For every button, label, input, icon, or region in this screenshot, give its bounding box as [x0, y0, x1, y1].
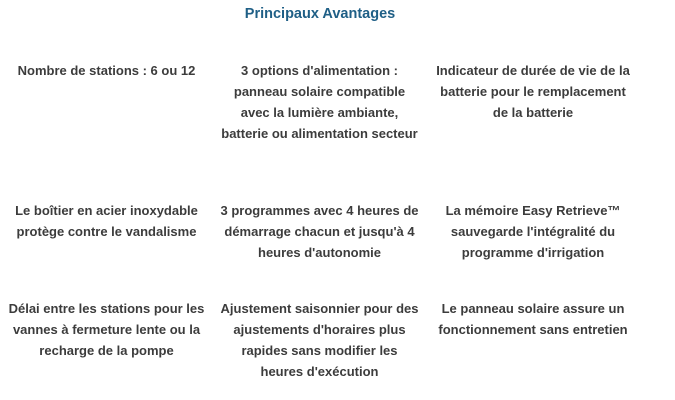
- feature-easy-retrieve-memory: La mémoire Easy Retrieve™ sauvegarde l'intégralité du programme d'irrigation: [445, 203, 621, 260]
- section-title: Principaux Avantages: [244, 6, 396, 22]
- feature-station-count: Nombre de stations : 6 ou 12: [17, 63, 196, 78]
- feature-station-delay: Délai entre les stations pour les vannes à fermeture lente ou la recharge de la pompe: [8, 301, 205, 358]
- feature-solar-panel: Le panneau solaire assure un fonctionnement sans entretien: [438, 301, 628, 337]
- feature-stainless-housing: Le boîtier en acier inoxydable protège contre le vandalisme: [15, 203, 198, 239]
- feature-power-options: 3 options d'alimentation : panneau solaire compatible avec la lumière ambiante, batterie ou alimentation secteur: [221, 63, 418, 141]
- feature-programs: 3 programmes avec 4 heures de démarrage chacun et jusqu'à 4 heures d'autonomie: [220, 203, 419, 260]
- feature-seasonal-adjust: Ajustement saisonnier pour des ajustements d'horaires plus rapides sans modifier les heures d'exécution: [220, 301, 419, 379]
- features-grid: [0, 60, 640, 398]
- feature-battery-indicator: Indicateur de durée de vie de la batterie pour le remplacement de la batterie: [436, 63, 630, 120]
